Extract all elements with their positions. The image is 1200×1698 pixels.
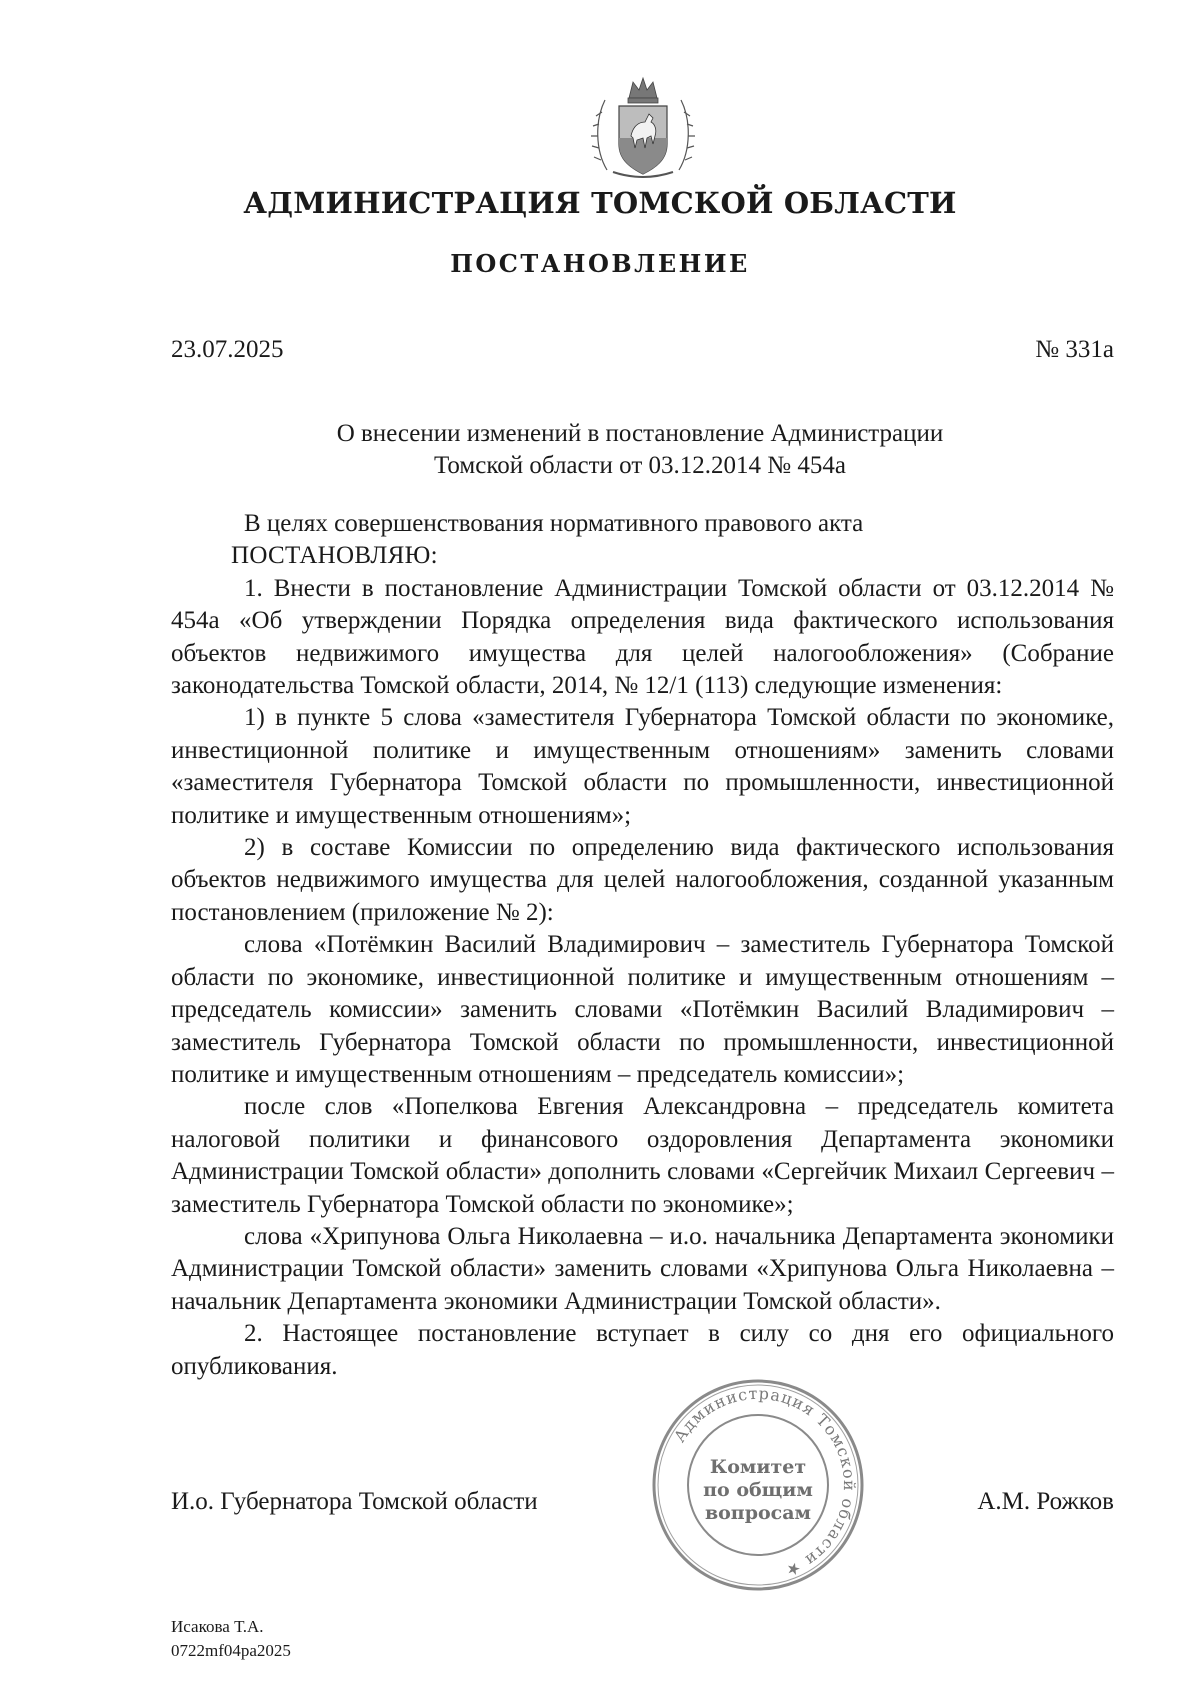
signatory-name: А.М. Рожков <box>977 1488 1114 1515</box>
document-body <box>171 508 1114 1383</box>
preamble: В целях совершенствования нормативного правового акта <box>244 510 864 537</box>
svg-text:вопросам: вопросам <box>704 1502 812 1524</box>
executor-name: Исакова Т.А. <box>171 1617 264 1636</box>
tomsk-coat-of-arms-icon <box>589 70 697 182</box>
paragraph: 1) в пункте 5 слова «заместителя Губернатора Томской области по экономике, инвестиционной политике и имущественным отношениям» заменить словами «заместителя Губернатора Томской области по промышленности, инвестиционной политике и имущественным отношениям»; <box>171 704 1114 829</box>
subject-line: О внесении изменений в постановление Администрации <box>336 420 944 447</box>
paragraph: слова «Потёмкин Василий Владимирович – заместитель Губернатора Томской области по экономике, инвестиционной политике и имущественным отношениям – председатель комиссии» заменить словами «Потёмкин Василий Владимирович – заместитель Губернатора Томской области по промышленности, инвестиционной политике и имущественным отношениям – председатель комиссии»; <box>171 931 1114 1088</box>
executor-code: 0722mf04pa2025 <box>171 1641 291 1660</box>
document-type: ПОСТАНОВЛЕНИЕ <box>450 249 750 278</box>
resolve-keyword: ПОСТАНОВЛЯЮ: <box>231 542 438 570</box>
document-subject <box>260 418 1020 482</box>
svg-text:Администрация Томской области: Администрация Томской области ★ <box>669 1383 860 1582</box>
paragraph: после слов «Попелкова Евгения Александровна – председатель комитета налоговой политики и финансового оздоровления Департамента экономики Администрации Томской области» дополнить словами «Сергейчик Михаил Сергеевич – заместитель Губернатора Томской области по экономике»; <box>171 1093 1114 1218</box>
svg-text:Комитет: Комитет <box>709 1456 807 1478</box>
executor-block <box>171 1615 291 1663</box>
svg-text:по общим: по общим <box>703 1479 813 1501</box>
paragraph: 2. Настоящее постановление вступает в силу со дня его официального опубликования. <box>171 1320 1114 1380</box>
official-seal <box>648 1375 868 1595</box>
paragraph: слова «Хрипунова Ольга Николаевна – и.о. начальника Департамента экономики Администрации Томской области» заменить словами «Хрипунова Ольга Николаевна – начальник Департамента экономики Администрации Томской области». <box>171 1222 1114 1315</box>
document-number: № 331а <box>1035 336 1114 363</box>
organization-title: АДМИНИСТРАЦИЯ ТОМСКОЙ ОБЛАСТИ <box>243 186 957 220</box>
paragraph: 2) в составе Комиссии по определению вида фактического использования объектов недвижимого имущества для целей налогообложения, созданной указанным постановлением (приложение № 2): <box>171 834 1114 926</box>
subject-line: Томской области от 03.12.2014 № 454а <box>434 452 846 479</box>
document-date: 23.07.2025 <box>171 336 284 363</box>
signatory-position: И.о. Губернатора Томской области <box>171 1488 538 1515</box>
paragraph: 1. Внести в постановление Администрации Томской области от 03.12.2014 № 454а «Об утверждении Порядка определения вида фактического использования объектов недвижимого имущества для целей налогообложения» (Собрание законодательства Томской области, 2014, № 12/1 (113) следующие изменения: <box>171 574 1114 700</box>
